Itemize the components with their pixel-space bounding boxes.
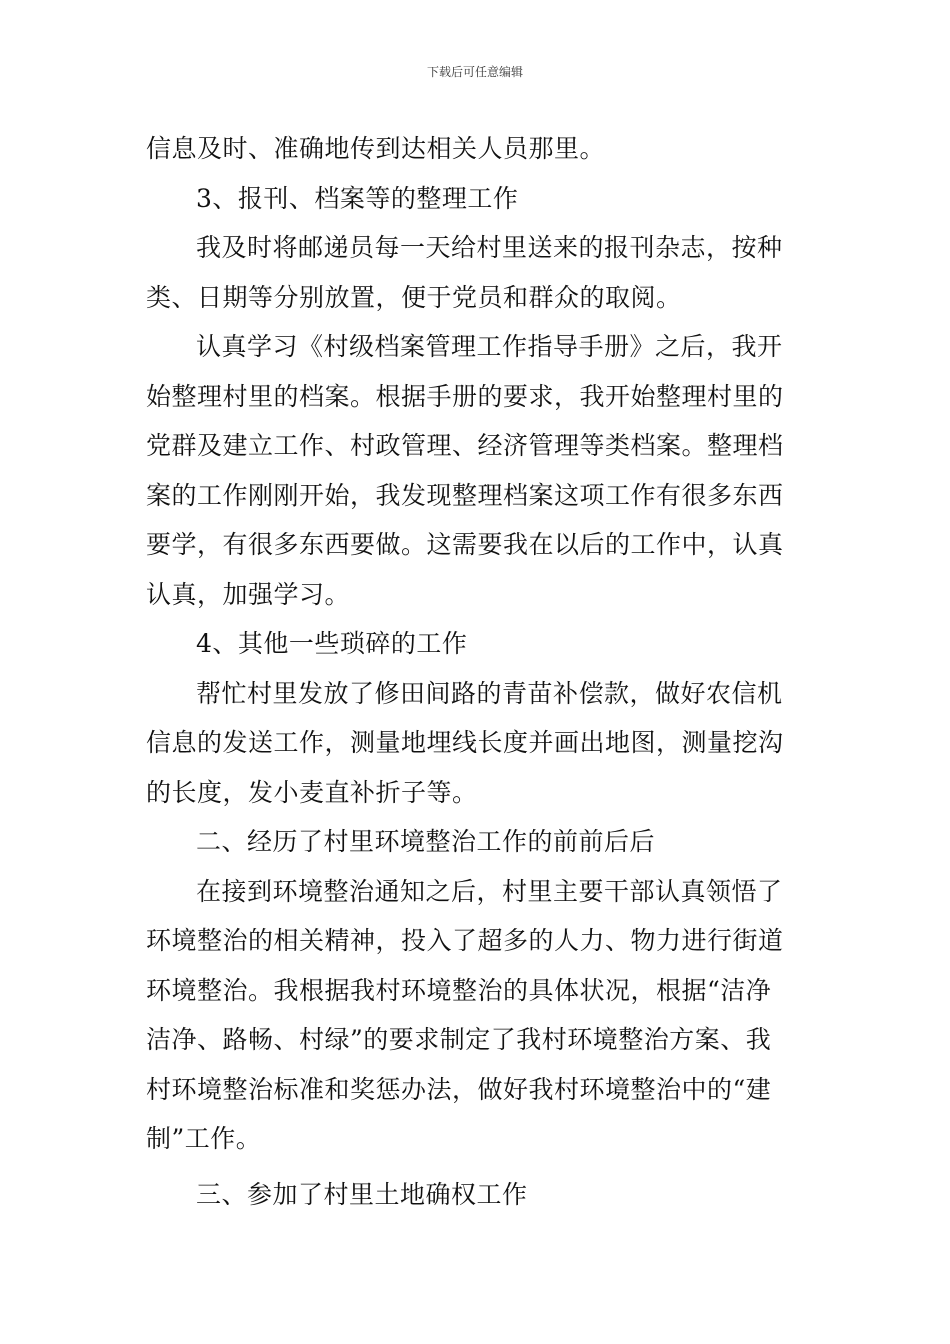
text-line: 的长度，发小麦直补折子等。 <box>146 777 478 807</box>
page-header: 下载后可任意编辑 <box>426 65 523 79</box>
text-line: 认真学习《村级档案管理工作指导手册》之后，我开 <box>196 332 783 361</box>
text-line: 在接到环境整治通知之后，村里主要干部认真领悟了 <box>196 876 783 906</box>
text-line: 我及时将邮递员每一天给村里送来的报刊杂志，按种 <box>196 233 783 262</box>
text-line: 要学，有很多东西要做。这需要我在以后的工作中，认真 <box>146 530 784 559</box>
text-line: 信息及时、准确地传到达相关人员那里。 <box>146 134 606 163</box>
text-line: 村环境整治标准和奖惩办法，做好我村环境整治中的“建 <box>146 1074 772 1104</box>
text-line: 始整理村里的档案。根据手册的要求，我开始整理村里的 <box>146 381 784 411</box>
text-line: 制”工作。 <box>146 1124 262 1153</box>
text-line: 案的工作刚刚开始，我发现整理档案这项工作有很多东西 <box>146 480 784 510</box>
text-line: 二、经历了村里环境整治工作的前前后后 <box>196 827 656 856</box>
text-line: 洁净、路畅、村绿”的要求制定了我村环境整治方案、我 <box>146 1025 772 1054</box>
body-text <box>146 124 808 1219</box>
text-line: 三、参加了村里土地确权工作 <box>196 1179 528 1209</box>
text-line: 党群及建立工作、村政管理、经济管理等类档案。整理档 <box>146 431 784 460</box>
text-line: 3、报刊、档案等的整理工作 <box>196 183 519 213</box>
text-line: 信息的发送工作，测量地埋线长度并画出地图，测量挖沟 <box>146 728 784 757</box>
text-line: 环境整治。我根据我村环境整治的具体状况，根据“洁净 <box>146 975 772 1005</box>
text-line: 4、其他一些琐碎的工作 <box>196 629 468 658</box>
text-line: 帮忙村里发放了修田间路的青苗补偿款，做好农信机 <box>196 678 783 708</box>
text-line: 环境整治的相关精神，投入了超多的人力、物力进行街道 <box>146 926 784 955</box>
text-line: 类、日期等分别放置，便于党员和群众的取阅。 <box>146 282 682 312</box>
text-line: 认真，加强学习。 <box>146 579 351 609</box>
